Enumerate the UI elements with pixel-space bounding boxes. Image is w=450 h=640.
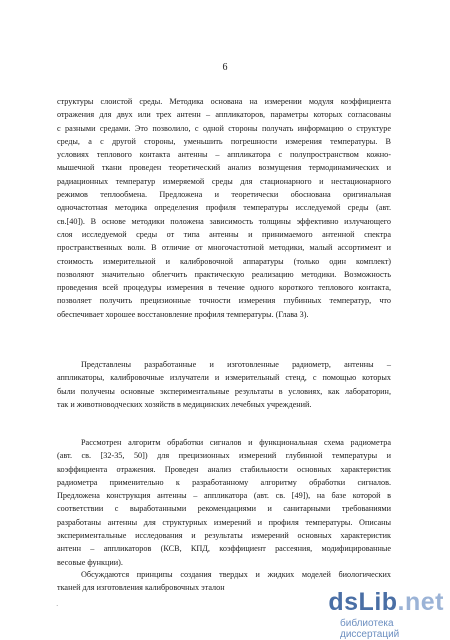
text-line: стоимость измерительной и калибровочной аппаратуры (только один комплект) <box>57 256 391 266</box>
text-line: слоя исследуемой среды от типа антенны и принимаемого антенной спектра <box>57 229 391 239</box>
watermark-subtitle: библиотека диссертаций <box>338 618 446 640</box>
text-line: экспериментальные исследования и результаты измерений основных характеристик <box>57 531 391 541</box>
text-line: режимов теплообмена. Предложена и теоретически обоснована оригинальная <box>57 190 391 200</box>
paragraph-2 <box>57 358 391 411</box>
text-line: коэффициента отражения. Проведен анализ стабильности основных характеристик <box>57 464 391 474</box>
paragraph-1 <box>57 95 391 321</box>
text-line: (авт. св. [32-35, 50]) для прецизионных измерений глубинной температуры и <box>57 451 391 461</box>
text-line: позволяют значительно облегчить практическую реализацию методики. Возможность <box>57 269 391 279</box>
text-line: обеспечивает хорошее восстановление профиля температуры. (Глава 3). <box>57 309 309 319</box>
text-line: тканей для изготовления калибровочных эталон <box>57 583 225 593</box>
text-line: Обсуждаются принципы создания твердых и жидких моделей биологических <box>81 570 391 579</box>
text-line: структуры слоистой среды. Методика основана на измерении модуля коэффициента <box>57 97 391 106</box>
watermark-logo-tld: .net <box>397 588 444 616</box>
text-line: соответствии с выработанными рекомендациями и санитарными требованиями <box>57 504 391 514</box>
text-line: Представлены разработанные и изготовленные радиометр, антенны – <box>81 360 391 369</box>
text-line: одночастотная методика определения профиля температуры исследуемой среды (авт. <box>57 203 391 213</box>
scan-mark: · <box>56 602 59 610</box>
watermark[interactable] <box>328 588 448 640</box>
watermark-logo-main: dsLib <box>328 588 398 616</box>
text-line: Предложена конструкция антенны – аппликатора (авт. св. [49]), на базе которой в <box>57 491 391 501</box>
text-line: так и животноводческих хозяйств в медицинских лечебных учреждений. <box>57 399 312 409</box>
text-line: среды, а с другой стороны, уменьшить погрешности измерения температуры. В <box>57 136 391 146</box>
page-number: 6 <box>222 62 228 73</box>
text-line: св.[40]). В основе методики положена зависимость толщины эффективно излучающего <box>57 216 391 226</box>
text-line: Рассмотрен алгоритм обработки сигналов и функциональная схема радиометра <box>81 438 391 447</box>
text-line: радиационных температур измеряемой среды для стационарного и нестационарного <box>57 176 391 186</box>
watermark-logo[interactable] <box>326 588 446 617</box>
text-line: мышечной ткани проведен теоретический анализ возмущения термодинамических и <box>57 163 391 173</box>
paragraph-3 <box>57 436 391 569</box>
text-line: антенн – аппликаторов (КСВ, КПД, коэффициент рассеяния, модифицированные <box>57 544 391 554</box>
text-line: позволяет получить прецизионные точности измерения глубинных температур, что <box>57 296 391 306</box>
text-line: с разными средами. Это позволило, с одной стороны получать информацию о структуре <box>57 123 391 133</box>
text-line: аппликаторы, калибровочные излучатели и измерительный стенд, с помощью которых <box>57 373 391 383</box>
text-line: условиях теплового контакта антенны – аппликатора с полупространством кожно- <box>57 150 391 160</box>
text-line: были получены основные экспериментальные результаты в условиях, как лабораторин, <box>57 386 391 396</box>
text-line: отражения для двух или трех антенн – аппликаторов, параметры которых согласованы <box>57 110 391 120</box>
text-line: пространственных волн. В отличие от многочастотной методики, малый ассортимент и <box>57 243 391 253</box>
text-line: разработаны антенны для структурных измерений и профиля температуры. Описаны <box>57 517 391 527</box>
text-line: радиометра применительно к разработанному алгоритму обработки сигналов. <box>57 477 391 487</box>
text-line: проведения всей процедуры измерения в течение одного короткого теплового контакта, <box>57 283 391 293</box>
text-line: весовые функции). <box>57 557 123 567</box>
